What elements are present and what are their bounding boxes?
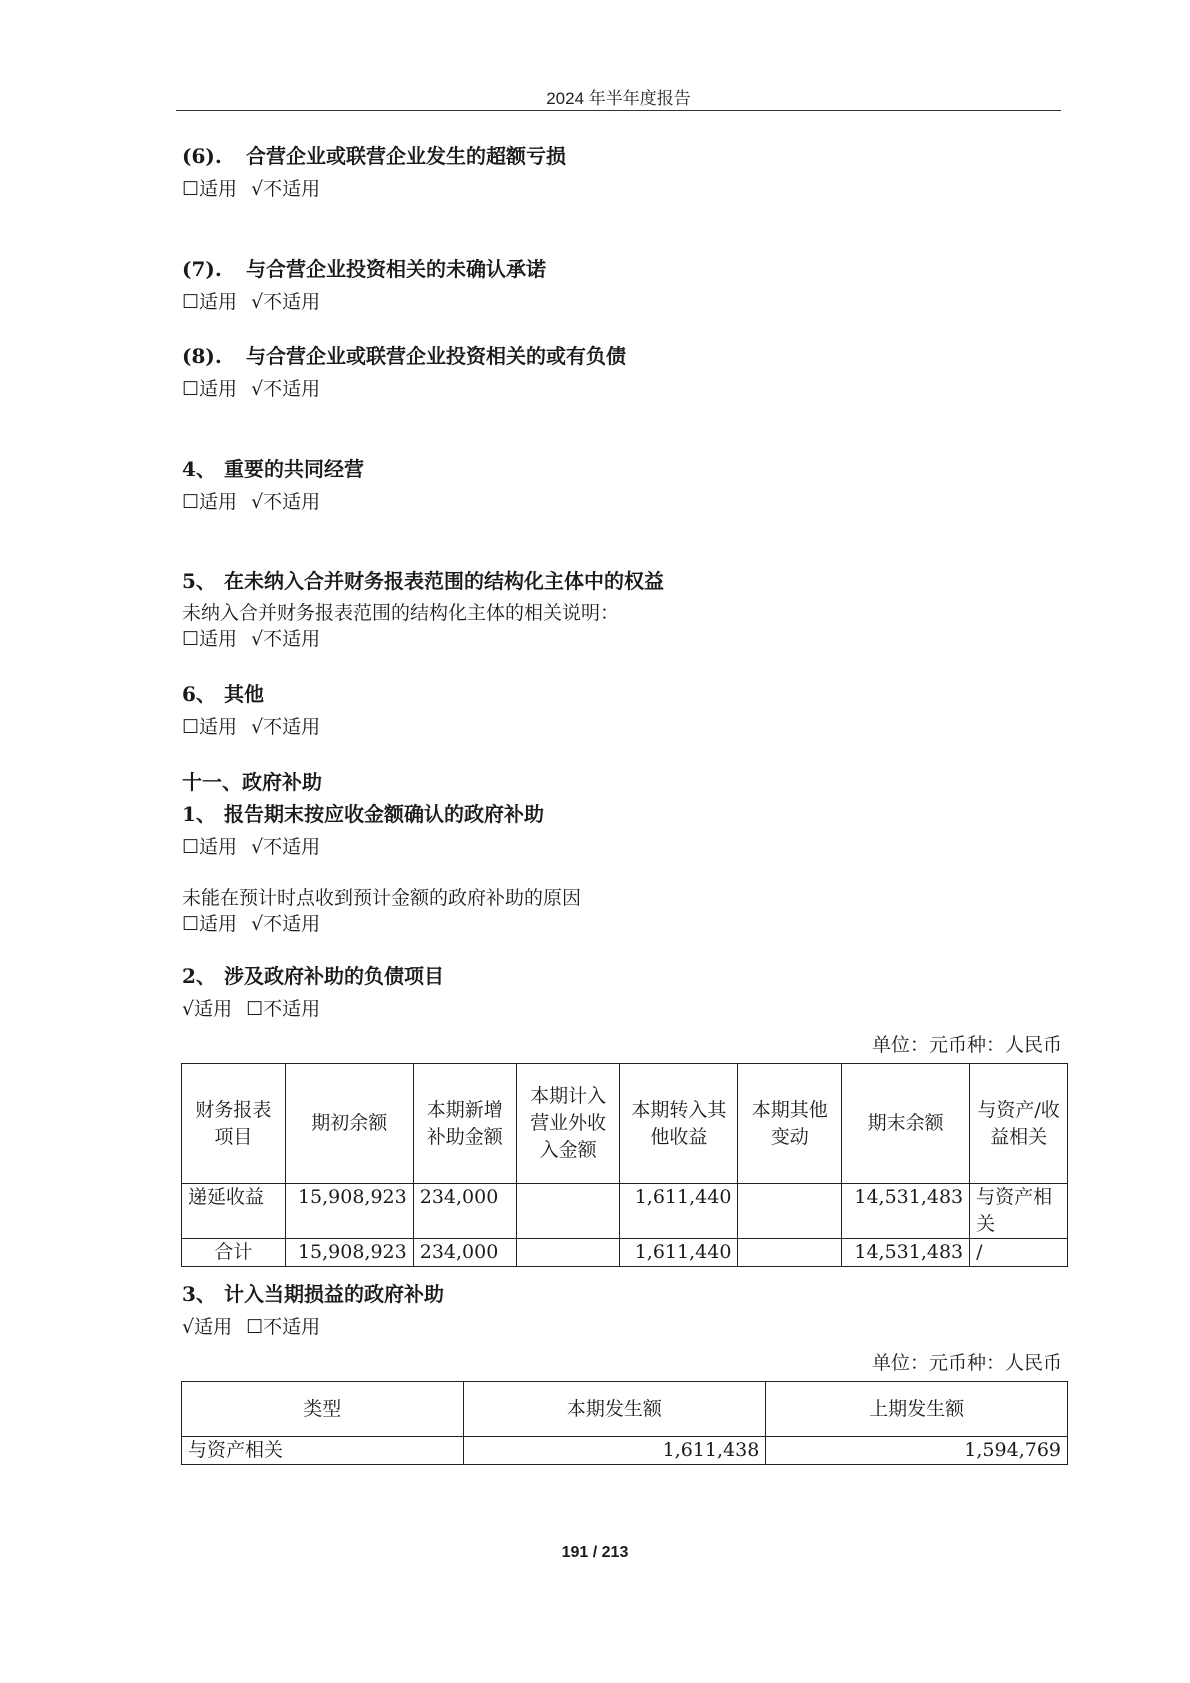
- unchecked-box-icon: ☐: [182, 378, 200, 400]
- applicability-option: ☐适用 √不适用: [182, 716, 321, 738]
- section-structured-entities: [182, 569, 664, 651]
- section-6: [182, 144, 566, 201]
- grant-profit-loss-table: [181, 1381, 1068, 1465]
- table-cell: 1,611,440: [620, 1184, 738, 1239]
- column-header: 本期发生额: [463, 1382, 766, 1437]
- column-header: 本期其他变动: [738, 1064, 842, 1184]
- unchecked-box-icon: ☐: [182, 913, 200, 935]
- unchecked-box-icon: ☐: [182, 178, 200, 200]
- table-cell: 1,594,769: [766, 1437, 1068, 1465]
- page-number: 191 / 213: [561, 1544, 629, 1561]
- applicability-option: ☐适用 √不适用: [182, 836, 321, 858]
- section-8: [182, 344, 626, 401]
- applicability-option: ☐适用 √不适用: [182, 178, 321, 200]
- table-header-row: [182, 1382, 1068, 1437]
- column-header: 财务报表项目: [182, 1064, 286, 1184]
- table-cell: 与资产相关: [970, 1184, 1068, 1239]
- section-7: [182, 257, 546, 314]
- section-other: [182, 682, 320, 739]
- section-number: (6).: [182, 144, 222, 168]
- section-number: (7).: [182, 257, 222, 281]
- section-title: 计入当期损益的政府补助: [224, 1282, 444, 1306]
- section-number: 6、: [182, 682, 216, 706]
- table-cell: 14,531,483: [842, 1184, 970, 1239]
- unchecked-box-icon: ☐: [246, 998, 264, 1020]
- table-row: [182, 1437, 1068, 1465]
- applicability-option: √适用 ☐不适用: [182, 1316, 321, 1338]
- section-grant-profit-loss: [182, 1282, 444, 1339]
- section-title: 合营企业或联营企业发生的超额亏损: [246, 144, 566, 168]
- checkmark-icon: √: [182, 1316, 195, 1338]
- chapter-government-grants: [182, 770, 581, 936]
- table-cell: /: [970, 1239, 1068, 1267]
- applicability-option: ☐适用 √不适用: [182, 913, 321, 935]
- table-cell: 15,908,923: [285, 1184, 413, 1239]
- unchecked-box-icon: ☐: [182, 628, 200, 650]
- table-cell: 15,908,923: [285, 1239, 413, 1267]
- table-cell: 合计: [182, 1239, 286, 1267]
- checkmark-icon: √: [182, 998, 195, 1020]
- section-title: 与合营企业投资相关的未确认承诺: [246, 257, 546, 281]
- section-number: 4、: [182, 457, 216, 481]
- applicability-option: ☐适用 √不适用: [182, 628, 321, 650]
- table-row: [182, 1184, 1068, 1239]
- checkmark-icon: √: [251, 178, 264, 200]
- table-cell: 与资产相关: [182, 1437, 464, 1465]
- unchecked-box-icon: ☐: [182, 716, 200, 738]
- section-grant-liabilities: [182, 964, 444, 1021]
- grant-liability-table: [181, 1063, 1068, 1267]
- section-title: 其他: [224, 682, 264, 706]
- applicability-option: ☐适用 √不适用: [182, 378, 321, 400]
- checkmark-icon: √: [251, 378, 264, 400]
- section-number: 2、: [182, 964, 216, 988]
- column-header: 类型: [182, 1382, 464, 1437]
- column-header: 期初余额: [285, 1064, 413, 1184]
- column-header: 上期发生额: [766, 1382, 1068, 1437]
- table-cell: [738, 1239, 842, 1267]
- column-header: 与资产/收益相关: [970, 1064, 1068, 1184]
- section-number: 5、: [182, 569, 216, 593]
- page-header: 2024 年半年度报告: [546, 89, 691, 108]
- table-cell: [516, 1239, 620, 1267]
- unchecked-box-icon: ☐: [246, 1316, 264, 1338]
- section-number: 1、: [182, 802, 216, 826]
- table-cell: 234,000: [413, 1239, 516, 1267]
- table-cell: [516, 1184, 620, 1239]
- section-title: 与合营企业或联营企业投资相关的或有负债: [246, 344, 626, 368]
- table-cell: 1,611,438: [463, 1437, 766, 1465]
- table-cell: [738, 1184, 842, 1239]
- column-header: 本期新增补助金额: [413, 1064, 516, 1184]
- section-title: 在未纳入合并财务报表范围的结构化主体中的权益: [224, 569, 664, 593]
- unchecked-box-icon: ☐: [182, 836, 200, 858]
- section-title: 报告期末按应收金额确认的政府补助: [224, 802, 544, 826]
- checkmark-icon: √: [251, 628, 264, 650]
- unchecked-box-icon: ☐: [182, 291, 200, 313]
- table-cell: 1,611,440: [620, 1239, 738, 1267]
- table-cell: 234,000: [413, 1184, 516, 1239]
- section-note: 未能在预计时点收到预计金额的政府补助的原因: [182, 887, 582, 909]
- header-divider: [176, 110, 1061, 111]
- table-header-row: [182, 1064, 1068, 1184]
- applicability-option: ☐适用 √不适用: [182, 491, 321, 513]
- section-joint-operations: [182, 457, 364, 514]
- unit-label: 单位：元币种：人民币: [871, 1034, 1062, 1056]
- column-header: 期末余额: [842, 1064, 970, 1184]
- applicability-option: √适用 ☐不适用: [182, 998, 321, 1020]
- checkmark-icon: √: [251, 491, 264, 513]
- section-number: (8).: [182, 344, 222, 368]
- table-row-total: [182, 1239, 1068, 1267]
- section-note: 未纳入合并财务报表范围的结构化主体的相关说明：: [182, 602, 620, 624]
- applicability-option: ☐适用 √不适用: [182, 291, 321, 313]
- checkmark-icon: √: [251, 716, 264, 738]
- unchecked-box-icon: ☐: [182, 491, 200, 513]
- section-number: 3、: [182, 1282, 216, 1306]
- unit-label: 单位：元币种：人民币: [871, 1352, 1062, 1374]
- column-header: 本期转入其他收益: [620, 1064, 738, 1184]
- table-cell: 递延收益: [182, 1184, 286, 1239]
- checkmark-icon: √: [251, 836, 264, 858]
- section-title: 重要的共同经营: [224, 457, 364, 481]
- table-cell: 14,531,483: [842, 1239, 970, 1267]
- section-title: 涉及政府补助的负债项目: [224, 964, 444, 988]
- checkmark-icon: √: [251, 291, 264, 313]
- chapter-title: 十一、政府补助: [182, 770, 322, 794]
- checkmark-icon: √: [251, 913, 264, 935]
- column-header: 本期计入营业外收入金额: [516, 1064, 620, 1184]
